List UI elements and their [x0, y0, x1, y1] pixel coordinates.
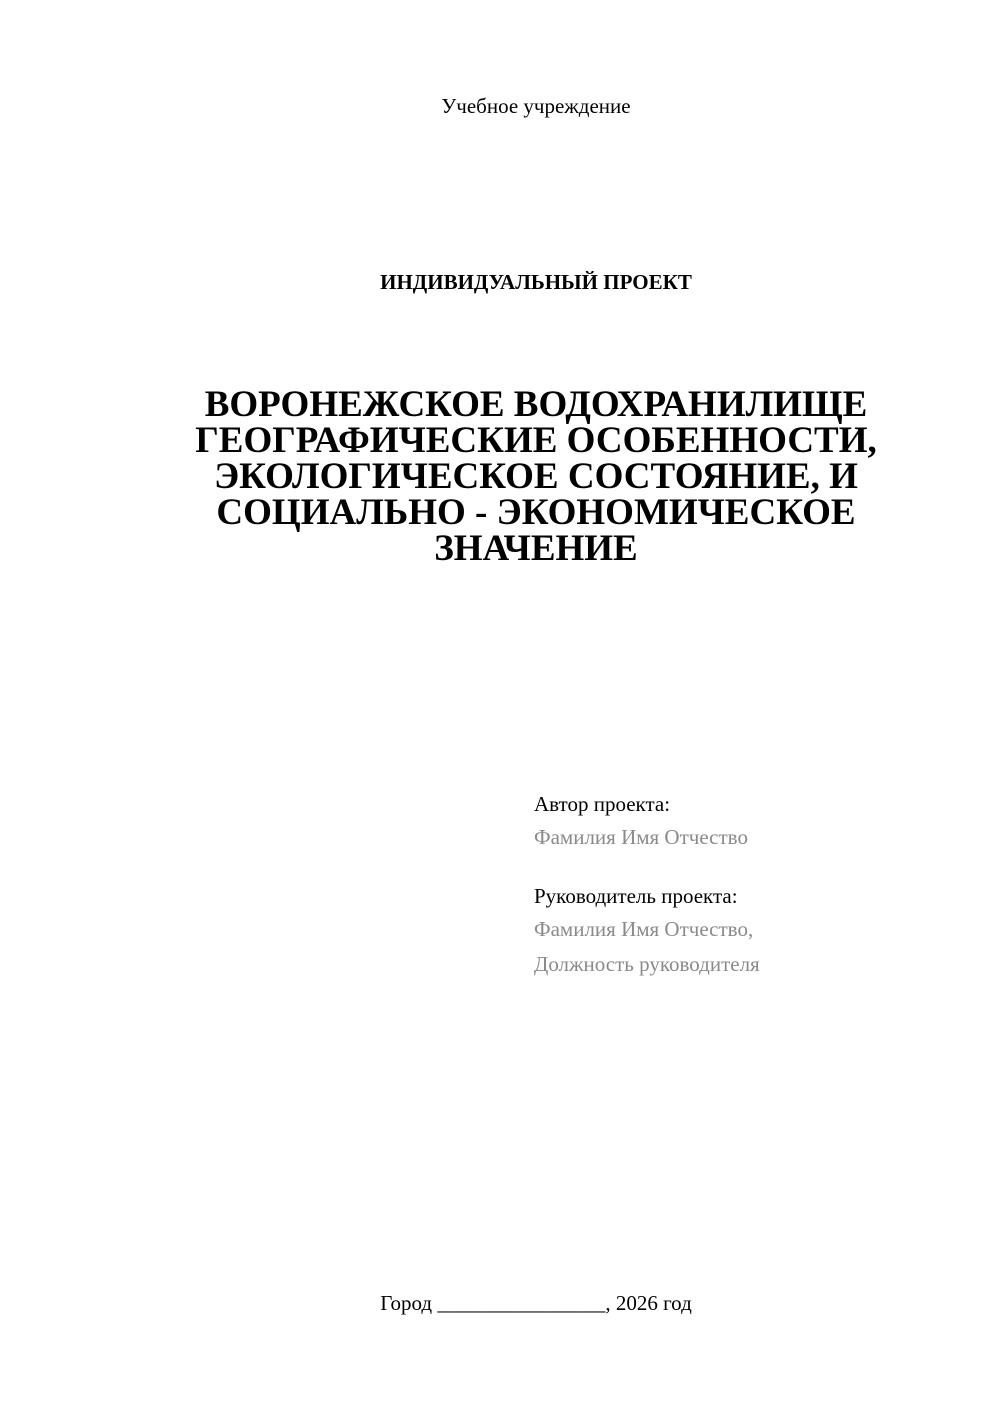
- city-year-line: [0, 1289, 1000, 1317]
- supervisor-label: Руководитель проекта:: [534, 884, 738, 908]
- title-line: ВОРОНЕЖСКОЕ ВОДОХРАНИЛИЩЕ: [204, 384, 868, 425]
- institution-name: Учебное учреждение: [441, 94, 631, 118]
- city-blank: ________________: [437, 1291, 606, 1315]
- supervisor-name: Фамилия Имя Отчество,: [534, 917, 754, 941]
- year-text: , 2026 год: [605, 1291, 692, 1315]
- author-name: Фамилия Имя Отчество: [534, 825, 748, 849]
- title-line: СОЦИАЛЬНО - ЭКОНОМИЧЕСКОЕ: [216, 492, 856, 533]
- spacer: [534, 855, 974, 880]
- author-label: Автор проекта:: [534, 792, 671, 816]
- title-line: ГЕОГРАФИЧЕСКИЕ ОСОБЕННОСТИ,: [195, 420, 877, 461]
- title-line: ЭКОЛОГИЧЕСКОЕ СОСТОЯНИЕ, И: [214, 456, 858, 497]
- supervisor-position: Должность руководителя: [534, 952, 760, 976]
- title-line: ЗНАЧЕНИЕ: [434, 528, 638, 569]
- project-title: [150, 384, 922, 569]
- document-type: ИНДИВИДУАЛЬНЫЙ ПРОЕКТ: [380, 270, 692, 294]
- city-label: Город: [380, 1291, 433, 1315]
- project-people-block: [534, 788, 974, 982]
